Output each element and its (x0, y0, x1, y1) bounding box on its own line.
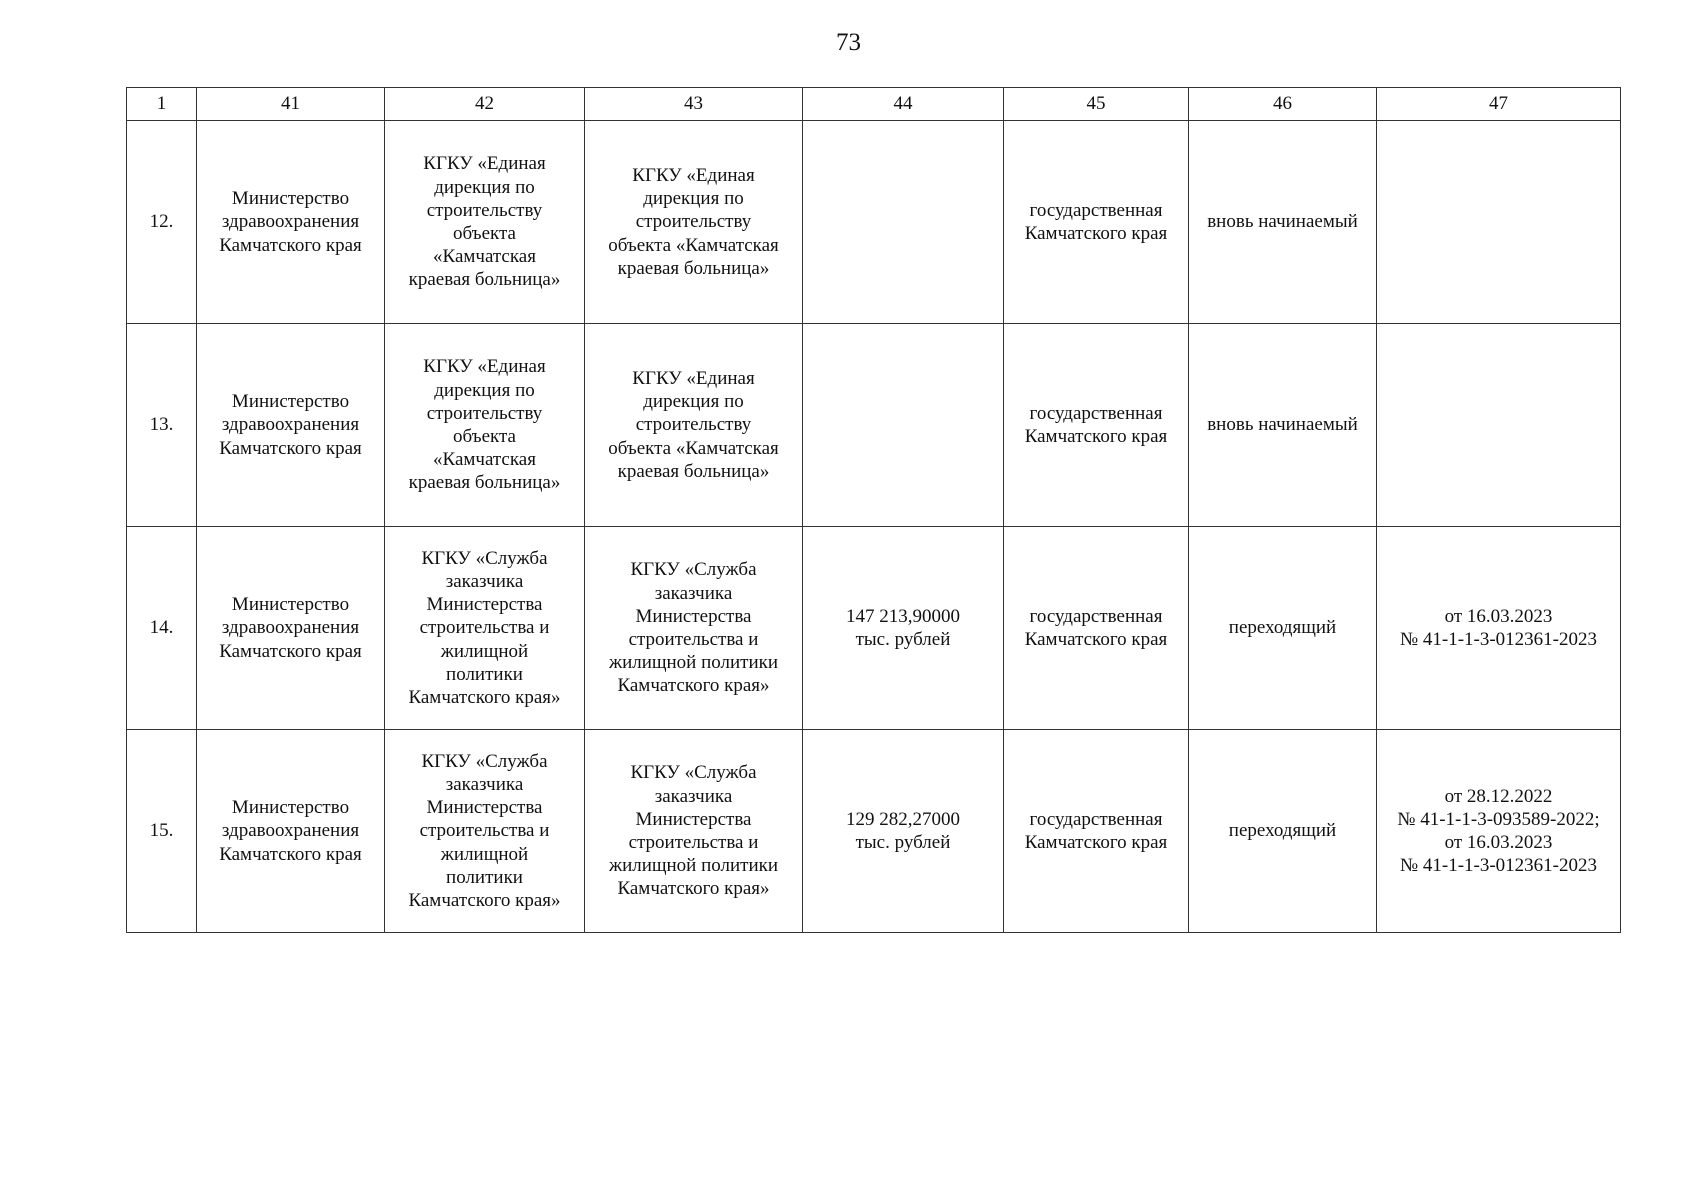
document-cell (1377, 121, 1621, 324)
ownership-cell: государственная Камчатского края (1004, 324, 1189, 527)
document-cell: от 28.12.2022 № 41-1-1-3-093589-2022; от 16.03.2023 № 41-1-1-3-012361-2023 (1377, 730, 1621, 933)
customer-cell: КГКУ «Служба заказчика Министерства строительства и жилищной политики Камчатского края» (585, 527, 803, 730)
ownership-cell: государственная Камчатского края (1004, 730, 1189, 933)
document-cell: от 16.03.2023 № 41-1-1-3-012361-2023 (1377, 527, 1621, 730)
status-cell: переходящий (1189, 527, 1377, 730)
column-header: 42 (385, 88, 585, 121)
table-row (127, 324, 1621, 527)
column-header: 47 (1377, 88, 1621, 121)
customer-cell: КГКУ «Служба заказчика Министерства строительства и жилищной политики Камчатского края» (585, 730, 803, 933)
column-header: 1 (127, 88, 197, 121)
column-header: 44 (803, 88, 1004, 121)
ministry-cell: Министерство здравоохранения Камчатского края (197, 324, 385, 527)
status-cell: переходящий (1189, 730, 1377, 933)
customer-cell: КГКУ «Единая дирекция по строительству объекта «Камчатская краевая больница» (585, 121, 803, 324)
row-number-cell: 14. (127, 527, 197, 730)
ministry-cell: Министерство здравоохранения Камчатского края (197, 730, 385, 933)
page-number: 73 (836, 29, 861, 56)
developer-cell: КГКУ «Служба заказчика Министерства строительства и жилищной политики Камчатского края» (385, 527, 585, 730)
cost-cell (803, 121, 1004, 324)
table-row (127, 527, 1621, 730)
document-cell (1377, 324, 1621, 527)
cost-cell: 129 282,27000 тыс. рублей (803, 730, 1004, 933)
data-table (126, 87, 1621, 933)
table-row (127, 730, 1621, 933)
status-cell: вновь начинаемый (1189, 121, 1377, 324)
column-header: 46 (1189, 88, 1377, 121)
cost-cell: 147 213,90000 тыс. рублей (803, 527, 1004, 730)
column-header: 41 (197, 88, 385, 121)
ministry-cell: Министерство здравоохранения Камчатского края (197, 527, 385, 730)
customer-cell: КГКУ «Единая дирекция по строительству объекта «Камчатская краевая больница» (585, 324, 803, 527)
table-header-row (127, 88, 1621, 121)
table-row (127, 121, 1621, 324)
row-number-cell: 13. (127, 324, 197, 527)
column-header: 45 (1004, 88, 1189, 121)
row-number-cell: 15. (127, 730, 197, 933)
developer-cell: КГКУ «Служба заказчика Министерства строительства и жилищной политики Камчатского края» (385, 730, 585, 933)
ministry-cell: Министерство здравоохранения Камчатского края (197, 121, 385, 324)
developer-cell: КГКУ «Единая дирекция по строительству объекта «Камчатская краевая больница» (385, 324, 585, 527)
status-cell: вновь начинаемый (1189, 324, 1377, 527)
column-header: 43 (585, 88, 803, 121)
cost-cell (803, 324, 1004, 527)
developer-cell: КГКУ «Единая дирекция по строительству объекта «Камчатская краевая больница» (385, 121, 585, 324)
ownership-cell: государственная Камчатского края (1004, 527, 1189, 730)
ownership-cell: государственная Камчатского края (1004, 121, 1189, 324)
row-number-cell: 12. (127, 121, 197, 324)
